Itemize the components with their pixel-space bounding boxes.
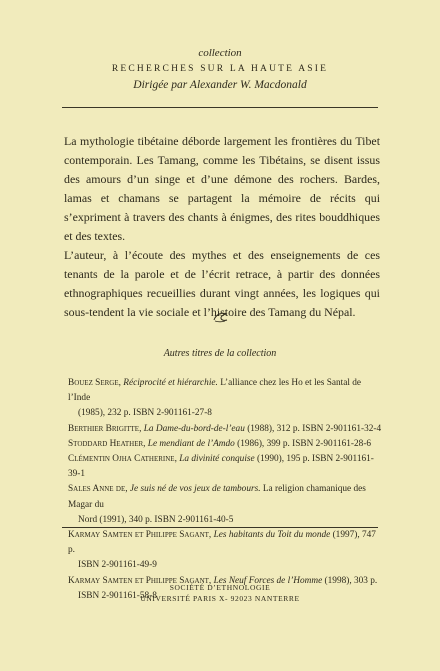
blurb-paragraph-1: La mythologie tibétaine déborde largement les frontières du Tibet contemporain. Les Tamang, comme les Tibétains, se disent issus des amours d’un singe et d’une démone des rochers. Bardes, lamas et chamans se partagent la mémoire de récits qui s’expriment à travers des chants à énigmes, des rites bouddhiques et des textes. <box>64 134 380 243</box>
entry-details: (1990), 195 p. ISBN 2-901161-39-1 <box>68 454 374 480</box>
bottom-divider <box>62 527 378 528</box>
entry-title: La divinité conquise <box>179 454 255 465</box>
top-divider <box>62 107 378 108</box>
series-editor: Dirigée par Alexander W. Macdonald <box>133 79 307 91</box>
other-titles-list <box>68 376 384 604</box>
entry-details: L’alliance chez les Ho et les Santal de l’Inde <box>68 378 362 404</box>
list-item <box>68 376 384 422</box>
entry-details: (1988), 312 p. ISBN 2-901161-32-4 <box>247 423 382 434</box>
entry-title: Le mendiant de l’Amdo <box>147 438 235 449</box>
publisher-imprint <box>0 582 440 604</box>
list-item <box>68 452 384 482</box>
entry-title: Réciprocité et hiérarchie. <box>123 378 218 388</box>
blurb-paragraph-2: L’auteur, à l’écoute des mythes et des enseignements de ces tenants de la parole et de l’écrit retrace, à partir des données ethnographiques recueillies durant vingt années, les logiques qui sous-tendent la vie sociale et l’histoire des Tamang du Népal. <box>64 248 380 319</box>
entry-details-continued: ISBN 2-901161-49-9 <box>78 560 157 571</box>
series-header <box>0 46 440 93</box>
entry-details-continued: ISBN 2-901161-58-8 <box>78 590 157 601</box>
fleuron-ornament-icon <box>212 311 230 323</box>
entry-details: La religion chamanique des Magar du <box>68 484 366 510</box>
publisher-name: SOCIÉTÉ D’ETHNOLOGIE <box>169 583 271 592</box>
list-item <box>68 482 384 528</box>
entry-author: Bouez Serge, <box>68 378 121 388</box>
entry-author: Karmay Samten et Philippe Sagant, <box>68 575 212 586</box>
entry-author: Sales Anne de, <box>68 484 128 495</box>
collection-label: collection <box>198 47 242 59</box>
entry-author: Karmay Samten et Philippe Sagant, <box>68 530 212 541</box>
list-item <box>68 422 384 437</box>
book-blurb <box>64 132 380 322</box>
entry-details-continued: Nord (1991), 340 p. ISBN 2-901161-40-5 <box>78 514 234 525</box>
other-titles-heading: Autres titres de la collection <box>163 348 277 359</box>
list-item <box>68 437 384 452</box>
publisher-address: UNIVERSITÉ PARIS X- 92023 NANTERRE <box>140 594 300 603</box>
entry-author: Stoddard Heather, <box>68 438 146 449</box>
list-item <box>68 528 384 574</box>
entry-author: Berthier Brigitte, <box>68 423 142 434</box>
entry-details: (1997), 747 p. <box>68 530 376 556</box>
entry-author: Clémentin Ojha Catherine, <box>68 454 177 465</box>
entry-title: La Dame-du-bord-de-l’eau <box>143 423 245 434</box>
entry-details-continued: (1985), 232 p. ISBN 2-901161-27-8 <box>78 408 212 419</box>
entry-title: Je suis né de vos jeux de tambours. <box>129 484 261 495</box>
entry-details: (1998), 303 p. <box>324 575 378 586</box>
entry-details: (1986), 399 p. ISBN 2-901161-28-6 <box>237 438 372 449</box>
series-title: RECHERCHES SUR LA HAUTE ASIE <box>111 64 329 74</box>
entry-title: Les Neuf Forces de l’Homme <box>213 575 323 586</box>
entry-title: Les habitants du Toit du monde <box>213 530 331 541</box>
